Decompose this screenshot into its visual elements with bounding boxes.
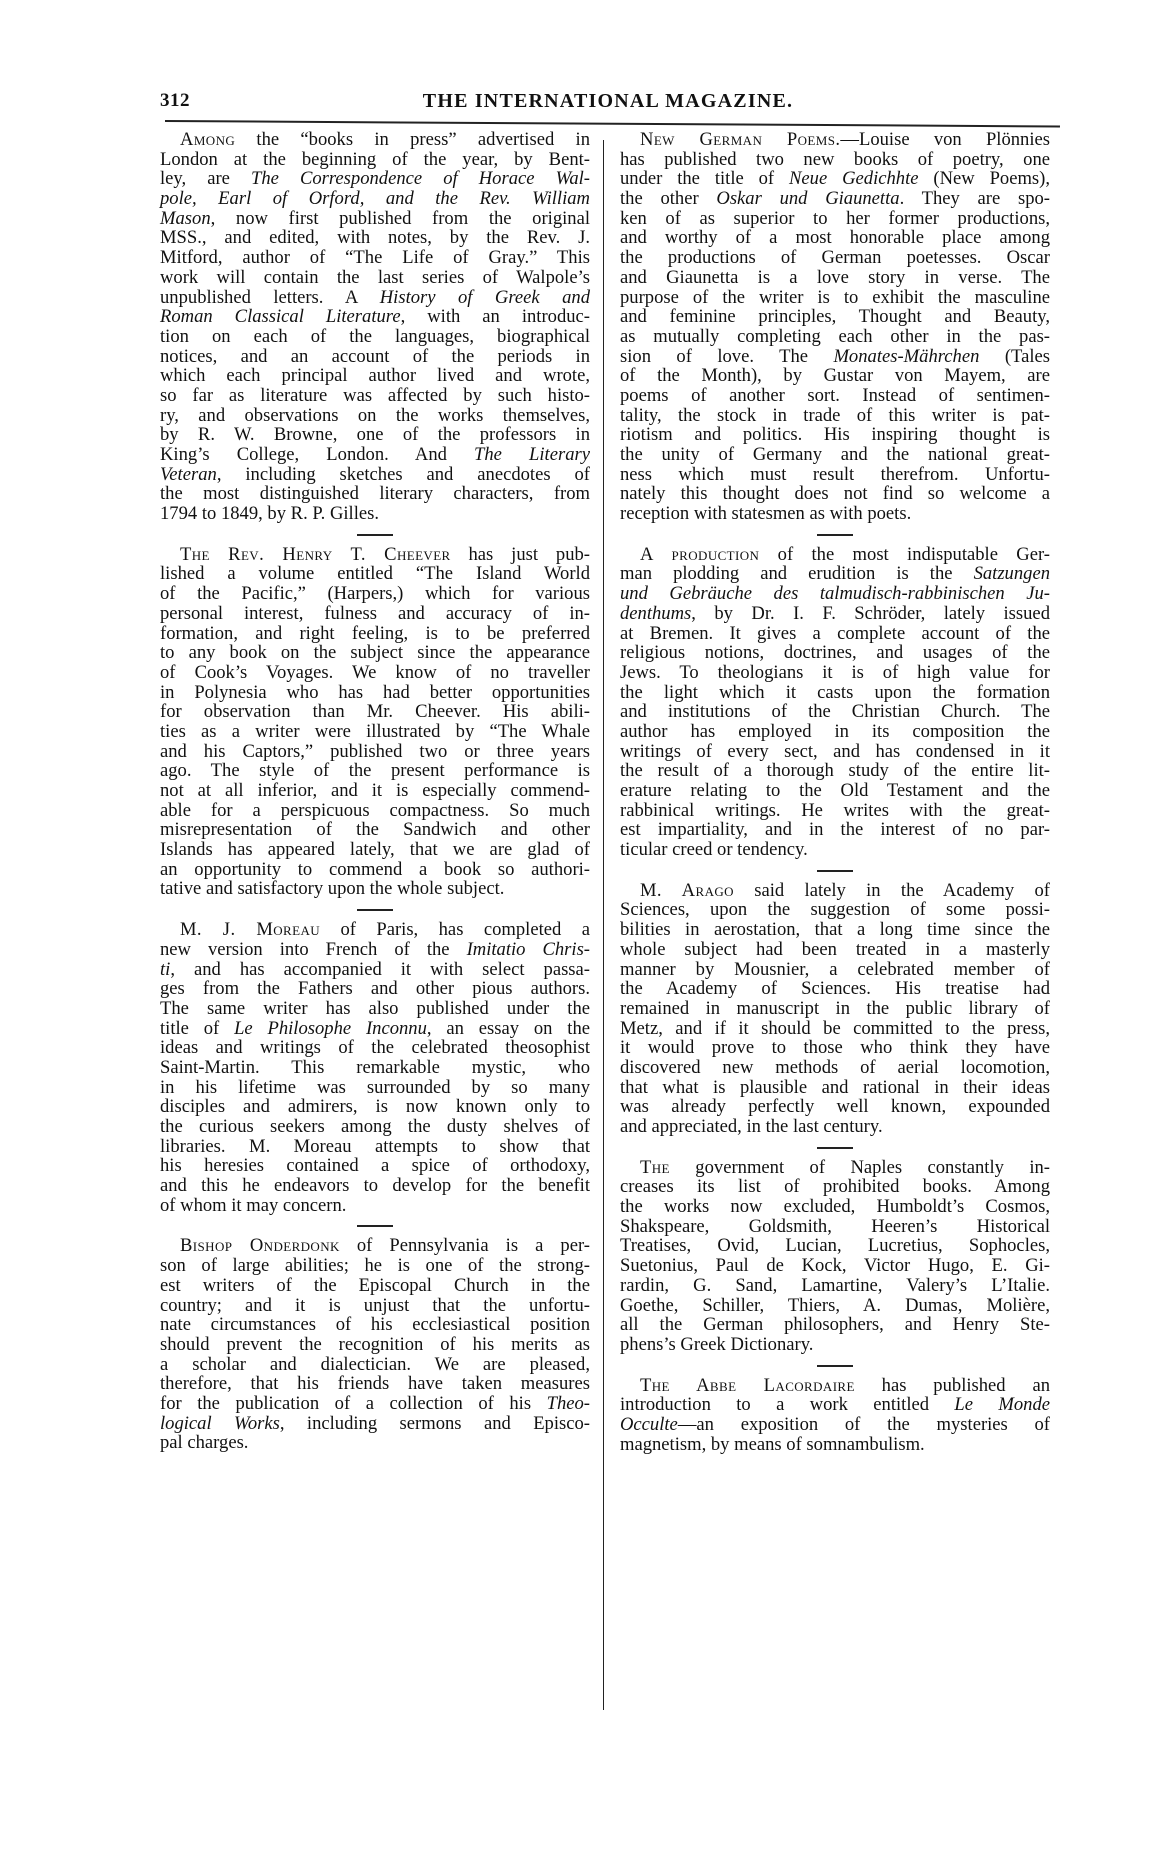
text-line: new version into French of the Imitatio Chris- bbox=[160, 938, 590, 960]
lead-in: Among bbox=[180, 129, 236, 150]
text-line: riotism and politics. His inspiring thought is bbox=[620, 424, 1050, 446]
text-line: title of Le Philosophe Inconnu, an essay on the bbox=[160, 1017, 590, 1039]
text-line: Suetonius, Paul de Kock, Victor Hugo, E. Gi- bbox=[620, 1255, 1050, 1277]
text-line: and feminine principles, Thought and Beauty, bbox=[620, 306, 1050, 328]
text-line: of the Month), by Gustar von Mayem, are bbox=[620, 365, 1050, 387]
article-new-german-poems bbox=[620, 130, 1050, 524]
text-line: which each principal author lived and wrote, bbox=[160, 365, 590, 387]
text-line: the other Oskar und Giaunetta. They are spo- bbox=[620, 188, 1050, 210]
text-line: it would prove to those who think they have bbox=[620, 1037, 1050, 1059]
text-line: pal charges. bbox=[160, 1432, 249, 1454]
text-line: lished a volume entitled “The Island World bbox=[160, 563, 590, 585]
text-line: Treatises, Ovid, Lucian, Lucretius, Sophocles, bbox=[620, 1235, 1050, 1257]
text-line: introduction to a work entitled Le Monde bbox=[620, 1394, 1050, 1416]
lead-in: New German Poems. bbox=[640, 129, 841, 150]
text-line: reception with statesmen as with poets. bbox=[620, 503, 912, 525]
text-line: as mutually completing each other in the pas- bbox=[620, 325, 1050, 347]
text-line: King’s College, London. And The Literary bbox=[160, 444, 590, 465]
text-line: Metz, and if it should be committed to the press, bbox=[620, 1017, 1050, 1039]
text-line: for observation than Mr. Cheever. His abili- bbox=[160, 701, 590, 723]
section-separator bbox=[817, 534, 853, 536]
text-line: manner by Mousnier, a celebrated member of bbox=[620, 958, 1050, 980]
text-line: ken of as superior to her former productions, bbox=[620, 207, 1050, 229]
text-line: Saint-Martin. This remarkable mystic, who bbox=[160, 1056, 590, 1078]
text-line: the most distinguished literary characters, from bbox=[160, 483, 590, 505]
text-line: man plodding and erudition is the Satzungen bbox=[620, 563, 1050, 585]
text-line: M. J. Moreau of Paris, has completed a bbox=[180, 919, 590, 941]
text-line: denthums, by Dr. I. F. Schröder, lately issued bbox=[620, 602, 1050, 624]
text-line: of Cook’s Voyages. We know of no traveller bbox=[160, 661, 590, 683]
text-line: M. Arago said lately in the Academy of bbox=[640, 879, 1050, 901]
article-lacordaire bbox=[620, 1376, 1050, 1455]
text-line: at Bremen. It gives a complete account of the bbox=[620, 622, 1050, 644]
text-line: all the German philosophers, and Henry Ste- bbox=[620, 1314, 1050, 1336]
text-line: misrepresentation of the Sandwich and other bbox=[160, 819, 590, 841]
text-line: personal interest, fulness and accuracy of in- bbox=[160, 602, 590, 624]
lead-in: Bishop Onderdonk bbox=[180, 1235, 340, 1257]
lead-in: The Abbe Lacordaire bbox=[640, 1374, 855, 1396]
text-line: a scholar and dialectician. We are pleased, bbox=[160, 1353, 590, 1375]
text-line: Sciences, upon the suggestion of some possi- bbox=[620, 899, 1050, 921]
text-line: Islands has appeared lately, that we are glad of bbox=[160, 839, 590, 861]
text-line: for the publication of a collection of his Theo- bbox=[160, 1392, 590, 1414]
text-line: therefore, that his friends have taken measures bbox=[160, 1373, 590, 1395]
text-line: A production of the most indisputable Ger- bbox=[640, 543, 1050, 565]
text-line: and this he endeavors to develop for the benefit bbox=[160, 1175, 590, 1197]
text-line: the works now excluded, Humboldt’s Cosmos, bbox=[620, 1196, 1050, 1218]
text-line: not at all inferior, and it is especially commend- bbox=[160, 780, 590, 801]
text-line: ticular creed or tendency. bbox=[620, 839, 808, 861]
text-line: in his lifetime was surrounded by so many bbox=[160, 1076, 590, 1098]
text-line: The government of Naples constantly in- bbox=[640, 1156, 1050, 1178]
text-line: creases its list of prohibited books. Among bbox=[620, 1176, 1050, 1198]
text-line: magnetism, by means of somnambulism. bbox=[620, 1433, 925, 1455]
text-line: Goethe, Schiller, Thiers, A. Dumas, Molière, bbox=[620, 1294, 1050, 1316]
text-line: author has employed in its composition the bbox=[620, 720, 1050, 742]
text-line: logical Works, including sermons and Episco- bbox=[160, 1412, 590, 1434]
text-line: should prevent the recognition of his merits as bbox=[160, 1333, 590, 1355]
lead-in: The Rev. Henry T. Cheever bbox=[180, 543, 451, 565]
text-line: MSS., and edited, with notes, by the Rev. J. bbox=[160, 227, 590, 249]
section-separator bbox=[817, 1147, 853, 1149]
text-line: country; and it is unjust that the unfortu- bbox=[160, 1294, 590, 1316]
text-line: tative and satisfactory upon the whole subject. bbox=[160, 878, 505, 900]
left-column bbox=[160, 130, 590, 1453]
text-line: nate circumstances of his ecclesiastical position bbox=[160, 1314, 590, 1336]
text-line: The same writer has also published under the bbox=[160, 997, 590, 1019]
text-line: his heresies contained a spice of orthodoxy, bbox=[160, 1155, 590, 1177]
article-naples bbox=[620, 1158, 1050, 1355]
text-line: by R. W. Browne, one of the professors in bbox=[160, 424, 590, 446]
text-line: ties as a writer were illustrated by “The Whale bbox=[160, 720, 590, 742]
text-line: Mason, now first published from the original bbox=[160, 207, 590, 229]
lead-in: M. Arago bbox=[640, 879, 734, 901]
text-line: est writers of the Episcopal Church in the bbox=[160, 1274, 590, 1296]
article-onderdonk bbox=[160, 1236, 590, 1453]
text-line: Among the “books in press” advertised in bbox=[180, 129, 590, 150]
text-line: Occulte—an exposition of the mysteries of bbox=[620, 1413, 1050, 1435]
text-line: ideas and writings of the celebrated theosophist bbox=[160, 1037, 590, 1059]
header-rule bbox=[165, 120, 1060, 127]
text-line: notices, and an account of the periods in bbox=[160, 345, 590, 367]
text-line: The Abbe Lacordaire has published an bbox=[640, 1374, 1050, 1396]
text-line: work will contain the last series of Walpole’s bbox=[160, 266, 590, 288]
book-title: The Correspondence of Horace Wal- bbox=[250, 168, 590, 190]
section-separator bbox=[357, 1225, 393, 1227]
text-line: erature relating to the Old Testament and the bbox=[620, 780, 1050, 801]
text-line: was already perfectly well known, expounded bbox=[620, 1096, 1050, 1118]
text-line: ti, and has accompanied it with select passa- bbox=[160, 958, 590, 980]
text-line: tality, the stock in trade of this writer is pat- bbox=[620, 404, 1050, 426]
text-line: phens’s Greek Dictionary. bbox=[620, 1333, 814, 1355]
text-line: unpublished letters. A History of Greek and bbox=[160, 286, 590, 308]
article-books-in-press bbox=[160, 130, 590, 524]
text-line: libraries. M. Moreau attempts to show that bbox=[160, 1135, 590, 1157]
text-line: religious notions, doctrines, and usages of the bbox=[620, 642, 1050, 664]
lead-in: A production bbox=[640, 543, 760, 565]
text-line: Shakspeare, Goldsmith, Heeren’s Historical bbox=[620, 1215, 1050, 1237]
text-line: ness which must result therefrom. Unfortu- bbox=[620, 463, 1050, 485]
running-head: THE INTERNATIONAL MAGAZINE. bbox=[422, 90, 794, 112]
text-line: under the title of Neue Gedichhte (New Poems), bbox=[620, 168, 1050, 190]
text-line: that what is plausible and rational in their ideas bbox=[620, 1076, 1050, 1098]
text-line: ry, and observations on the works themselves, bbox=[160, 404, 590, 426]
text-line: ley, are The Correspondence of Horace Wal- bbox=[160, 168, 590, 190]
text-line: Mitford, author of “The Life of Gray.” This bbox=[160, 247, 590, 269]
text-line: disciples and admirers, is now known only to bbox=[160, 1096, 590, 1118]
text-line: of whom it may concern. bbox=[160, 1194, 347, 1216]
text-line: 1794 to 1849, by R. P. Gilles. bbox=[160, 503, 380, 525]
text-line: son of large abilities; he is one of the strong- bbox=[160, 1255, 590, 1277]
text-line: in Polynesia who has had better opportunities bbox=[160, 681, 590, 703]
section-separator bbox=[357, 909, 393, 911]
text-line: formation, and right feeling, is to be preferred bbox=[160, 622, 590, 644]
text-line: ges from the Fathers and other pious authors. bbox=[160, 978, 590, 1000]
text-line: whole subject had been treated in a masterly bbox=[620, 938, 1050, 960]
text-line: New German Poems.—Louise von Plönnies bbox=[640, 129, 1050, 150]
text-line: rardin, G. Sand, Lamartine, Valery’s L’Italie. bbox=[620, 1274, 1050, 1296]
text-line: able for a perspicuous compactness. So much bbox=[160, 799, 590, 821]
text-line: and institutions of the Christian Church. The bbox=[620, 701, 1050, 723]
text-line: London at the beginning of the year, by Bent- bbox=[160, 148, 590, 170]
text-line: the result of a thorough study of the entire lit- bbox=[620, 760, 1050, 782]
text-line: of the Pacific,” (Harpers,) which for various bbox=[160, 583, 590, 605]
text-line: est impartiality, and in the interest of no par- bbox=[620, 819, 1050, 841]
text-line: sion of love. The Monates-Mährchen (Tales bbox=[620, 345, 1050, 367]
text-line: Bishop Onderdonk of Pennsylvania is a per- bbox=[180, 1235, 590, 1257]
text-line: the light which it casts upon the formation bbox=[620, 681, 1050, 703]
section-separator bbox=[357, 534, 393, 536]
text-line: and appreciated, in the last century. bbox=[620, 1116, 883, 1137]
text-line: the curious seekers among the dusty shelves of bbox=[160, 1116, 590, 1137]
text-line: ago. The style of the present performance is bbox=[160, 760, 590, 782]
text-line: Roman Classical Literature, with an introduc- bbox=[160, 306, 590, 328]
text-line: rabbinical writings. He writes with the great- bbox=[620, 799, 1050, 821]
text-line: and Giaunetta is a love story in verse. The bbox=[620, 266, 1050, 288]
text-line: the unity of Germany and the national great- bbox=[620, 444, 1050, 465]
text-line: and worthy of a most honorable place among bbox=[620, 227, 1050, 249]
text-line: pole, Earl of Orford, and the Rev. William bbox=[160, 188, 590, 210]
right-column bbox=[620, 130, 1050, 1454]
text-line: bilities in aerostation, that a long time since the bbox=[620, 919, 1050, 941]
text-line: discovered new methods of aerial locomotion, bbox=[620, 1056, 1050, 1078]
text-line: purpose of the writer is to exhibit the masculine bbox=[620, 286, 1050, 308]
article-arago bbox=[620, 881, 1050, 1137]
text-line: to any book on the subject since the appearance bbox=[160, 642, 590, 664]
text-line: Veteran, including sketches and anecdotes of bbox=[160, 463, 590, 485]
text-line: nately this thought does not find so welcome a bbox=[620, 483, 1050, 505]
section-separator bbox=[817, 870, 853, 872]
text-line: and his Captors,” published two or three years bbox=[160, 740, 590, 762]
section-separator bbox=[817, 1365, 853, 1367]
text-line: writings of every sect, and has condensed in it bbox=[620, 740, 1050, 762]
text-line: Jews. To theologians it is of high value for bbox=[620, 661, 1050, 683]
article-moreau bbox=[160, 920, 590, 1215]
lead-in: The bbox=[640, 1156, 670, 1178]
page-number: 312 bbox=[160, 90, 190, 111]
text-line: the Academy of Sciences. His treatise had bbox=[620, 978, 1050, 1000]
text-line: has published two new books of poetry, one bbox=[620, 148, 1050, 170]
column-divider bbox=[603, 140, 604, 1710]
text-line: so far as literature was affected by such histo- bbox=[160, 384, 590, 406]
article-schroder bbox=[620, 545, 1050, 860]
text-line: The Rev. Henry T. Cheever has just pub- bbox=[180, 543, 590, 565]
text-line: poems of another sort. Instead of sentimen- bbox=[620, 384, 1050, 406]
text-line: an opportunity to commend a book so authori- bbox=[160, 858, 590, 880]
article-cheever bbox=[160, 545, 590, 899]
text-line: the productions of German poetesses. Oscar bbox=[620, 247, 1050, 269]
text-line: tion on each of the languages, biographical bbox=[160, 325, 590, 347]
text-line: remained in manuscript in the public library of bbox=[620, 997, 1050, 1019]
lead-in: M. J. Moreau bbox=[180, 919, 321, 941]
text-line: und Gebräuche des talmudisch-rabbinischen Ju- bbox=[620, 583, 1050, 605]
